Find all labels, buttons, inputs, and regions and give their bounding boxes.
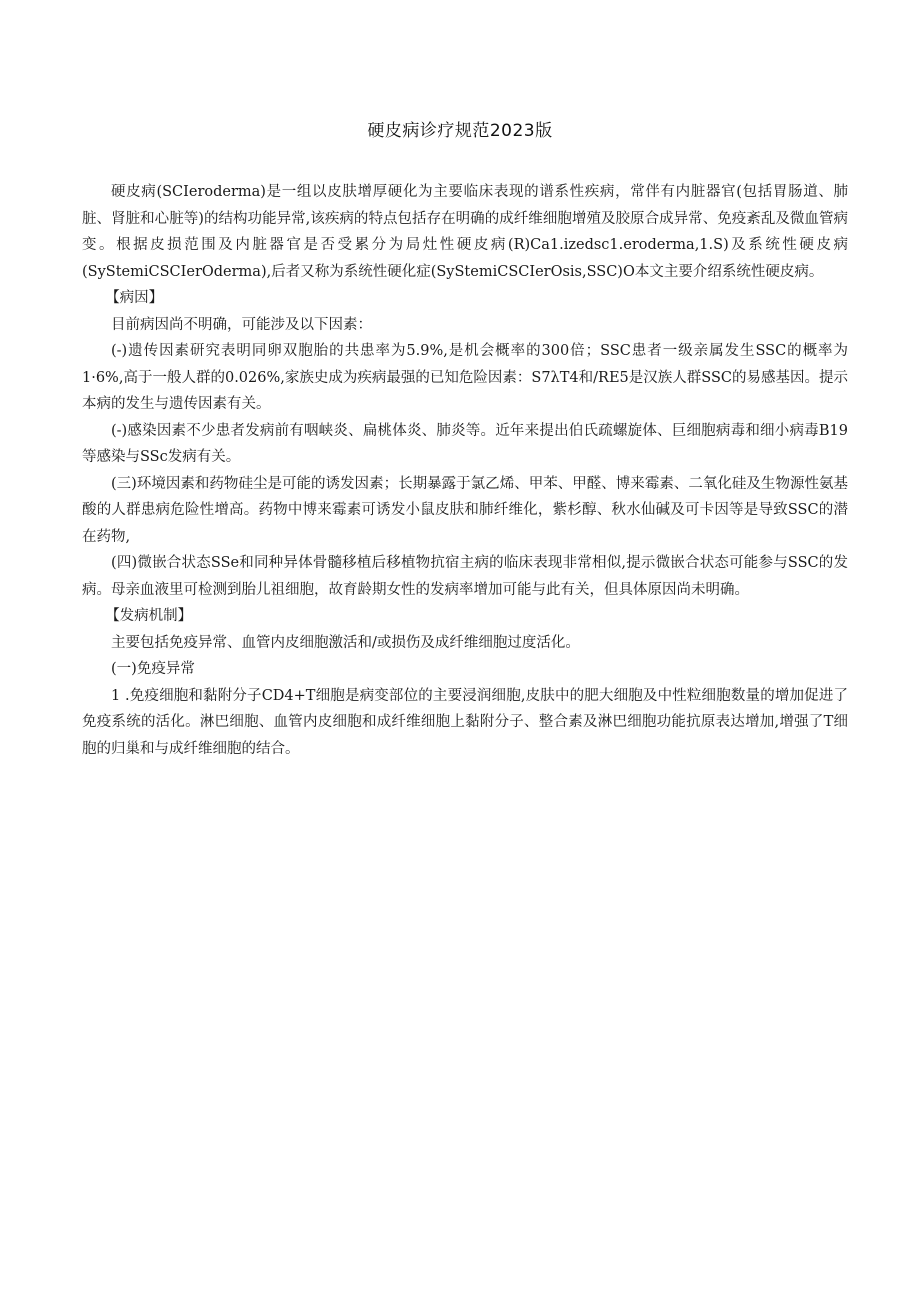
paragraph-intro: 硬皮病(SCIeroderma)是一组以皮肤增厚硬化为主要临床表现的谱系性疾病，常伴有内脏器官(包括胃肠道、肺脏、肾脏和心脏等)的结构功能异常,该疾病的特点包括存在明确的成纤维细胞增殖及胶原合成异常、免疫紊乱及微血管病变。根据皮损范围及内脏器官是否受累分为局灶性硬皮病(R)Ca1.izedsc1.eroderma,1.S)及系统性硬皮病(SyStemiCSCIerOderma),后者又称为系统性硬化症(SyStemiCSCIerOsis,SSC)O本文主要介绍系统性硬皮病。 [82,184,848,280]
section-heading-etiology: 【病因】 [105,290,164,306]
document-title: 硬皮病诊疗规范2023版 [367,121,553,141]
subheading-immune-abnormality: (一)免疫异常 [111,661,195,677]
paragraph-immune-cells: 1 .免疫细胞和黏附分子CD4+T细胞是病变部位的主要浸润细胞,皮肤中的肥大细胞及中性粒细胞数量的增加促进了免疫系统的活化。淋巴细胞、血管内皮细胞和成纤维细胞上黏附分子、整合素及淋巴细胞功能抗原表达增加,增强了T细胞的归巢和与成纤维细胞的结合。 [82,687,848,757]
paragraph-infection-factors: (-)感染因素不少患者发病前有咽峡炎、扁桃体炎、肺炎等。近年来提出伯氏疏螺旋体、巨细胞病毒和细小病毒B19等感染与SSc发病有关。 [82,422,848,465]
paragraph-genetic-factors: (-)遗传因素研究表明同卵双胞胎的共患率为5.9%,是机会概率的300倍；SSC患者一级亲属发生SSC的概率为1·6%,高于一般人群的0.026%,家族史成为疾病最强的已知危险因素：S7λT4和/RE5是汉族人群SSC的易感基因。提示本病的发生与遗传因素有关。 [82,343,848,412]
paragraph-environment-drug-factors: (三)环境因素和药物硅尘是可能的诱发因素；长期暴露于氯乙烯、甲苯、甲醛、博来霉素、二氧化硅及生物源性氨基酸的人群患病危险性增高。药物中博来霉素可诱发小鼠皮肤和肺纤维化，紫杉醇、秋水仙碱及可卡因等是导致SSC的潜在药物, [82,475,848,545]
paragraph-pathogenesis-lead: 主要包括免疫异常、血管内皮细胞激活和/或损伤及成纤维细胞过度活化。 [111,634,580,651]
paragraph-etiology-lead: 目前病因尚不明确，可能涉及以下因素： [111,316,372,333]
document-body [82,179,848,762]
section-heading-pathogenesis: 【发病机制】 [105,608,193,624]
paragraph-microchimerism: (四)微嵌合状态SSe和同种异体骨髓移植后移植物抗宿主病的临床表现非常相似,提示微嵌合状态可能参与SSC的发病。母亲血液里可检测到胎儿祖细胞，故育龄期女性的发病率增加可能与此有关，但具体原因尚未明确。 [82,555,848,598]
